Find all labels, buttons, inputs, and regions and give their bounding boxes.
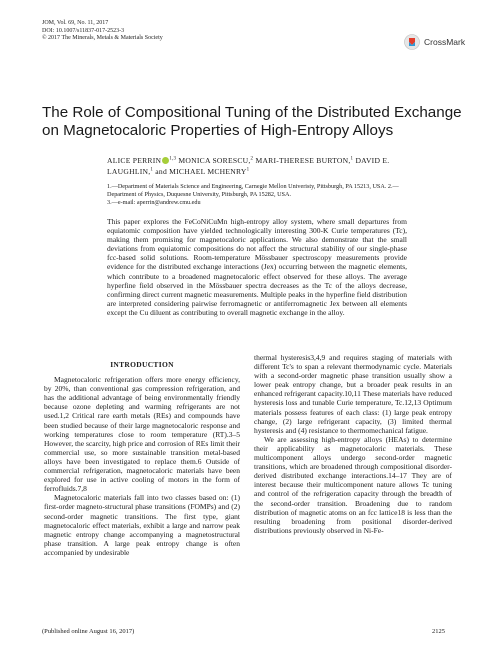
author-affil-marker: 1	[150, 166, 154, 172]
page-number: 2125	[432, 628, 445, 635]
affiliation-text: 1.—Department of Materials Science and Engineering, Carnegie Mellon Univeristy, Pittsburgh, PA 15213, USA. 2.—Department of Physics, Duquesne University, Pittsburgh, PA 15282, USA.	[107, 183, 399, 198]
right-column	[254, 353, 452, 535]
body-paragraph: Magnetocaloric materials fall into two classes based on: (1) first-order magneto-structural phase transitions (FOMPs) and (2) second-order magnetic transitions. The first type, giant magnetocaloric effect materials, exhibit a large and narrow peak magnetic entropy change accompanying a magnetostructural phase transition. A large peak entropy change is often accompanied by undesirable	[44, 493, 240, 557]
publication-date: (Published online August 16, 2017)	[42, 628, 135, 635]
author-list	[107, 156, 407, 177]
section-heading: INTRODUCTION	[110, 360, 174, 369]
contact-email: 3.—e-mail: aperrin@andrew.cmu.edu	[107, 198, 201, 206]
left-column	[44, 360, 240, 557]
author-name: and MICHAEL MCHENRY	[155, 166, 247, 176]
abstract: This paper explores the FeCoNiCuMn high-entropy alloy system, where small departures from equiatomic composition have yielded technologically interesting 300-K Curie temperatures (Tc), making them promising for magnetocaloric applications. We also demonstrate that the small deviations from equiatomic compositions do not affect the structural stability of our single-phase fcc-based solid solutions. Room-temperature Mössbauer spectroscopy measurements provide evidence for the distributed exchange interactions (Jex) occurring between the magnetic elements, which contribute to a broadened magnetocaloric effect observed for these alloys. The average hyperfine field observed in the Mössbauer spectra decreases as the Tc of the alloys decrease, confirming direct current magnetic measurements. Multiple peaks in the hyperfine field distribution are interpreted considering pairwise ferromagnetic or antiferromagnetic Jex between all elements except the Cu diluent as contributing to overall magnetic exchange in the alloy.	[107, 217, 407, 317]
body-paragraph: We are assessing high-entropy alloys (HEAs) to determine their applicability as magnetocaloric materials. These multicomponent alloys undergo second-order magnetic transitions, which are broadened through compositional disorder-derived distributed exchange interactions.14–17 They are of interest because their multicomponent nature allows Tc tuning and control of the refrigeration capacity through the breadth of the second-order transition. Broadening due to random distribution of magnetic atoms on an fcc lattice18 is less than the resulting broadening from positional disorder-derived distributions previously observed in Ni-Fe-	[254, 434, 452, 535]
copyright: © 2017 The Minerals, Metals & Materials Society	[42, 35, 163, 42]
article-title: The Role of Compositional Tuning of the Distributed Exchange on Magnetocaloric Properties of High-Entropy Alloys	[42, 104, 462, 139]
journal-metadata	[42, 20, 163, 43]
affiliations	[107, 183, 407, 206]
author-affil-marker: 1,3	[169, 156, 177, 162]
author-name: DAVID E. LAUGHLIN,	[107, 156, 390, 176]
doi: DOI: 10.1007/s11837-017-2523-3	[42, 27, 125, 34]
body-paragraph: Magnetocaloric refrigeration offers more energy efficiency, by 20%, than conventional gas compression refrigeration, and has the additional advantage of being environmentally friendly because ozone depleting and warming refrigerants are not used.1,2 Critical rare earth metals (REs) and compounds have been studied because of their large magnetocaloric response and working temperatures close to room temperature (RT).3–5 However, the scarcity, high price and corrosion of REs limit their commercial use, so more sustainable transition metal-based alloys have been investigated to replace them.6 Outside of commercial refrigeration, magnetocaloric materials have been explored for use in active cooling of motors in the form of ferrofluids.7,8	[44, 375, 240, 494]
author-name: ALICE PERRIN	[107, 156, 162, 165]
author-affil-marker: 1	[350, 156, 354, 162]
body-paragraph: thermal hysteresis3,4,9 and requires staging of materials with different Tc's to span a relevant thermodynamic cycle. Materials with a second-order magnetic phase transition usually show a lower peak entropy change, but a broader peak results in an enhanced refrigerant capacity.10,11 These materials have reduced hysteresis loss and tunable Curie temperature, Tc.12,13 Optimum materials possess features of each class: (1) large peak entropy change, (2) large refrigerant capacity, (3) limited thermal hysteresis and (4) resistance to thermomechanical fatigue.	[254, 353, 452, 435]
author-name: MARI-THERESE BURTON,	[255, 156, 351, 165]
crossmark-badge[interactable]	[404, 31, 470, 53]
crossmark-label: CrossMark	[424, 37, 466, 47]
journal-citation: JOM, Vol. 69, No. 11, 2017	[42, 20, 109, 26]
author-affil-marker: 2	[250, 156, 254, 162]
author-name: MONICA SORESCU,	[178, 156, 251, 165]
author-affil-marker: 1	[246, 166, 250, 172]
crossmark-icon	[404, 34, 420, 50]
